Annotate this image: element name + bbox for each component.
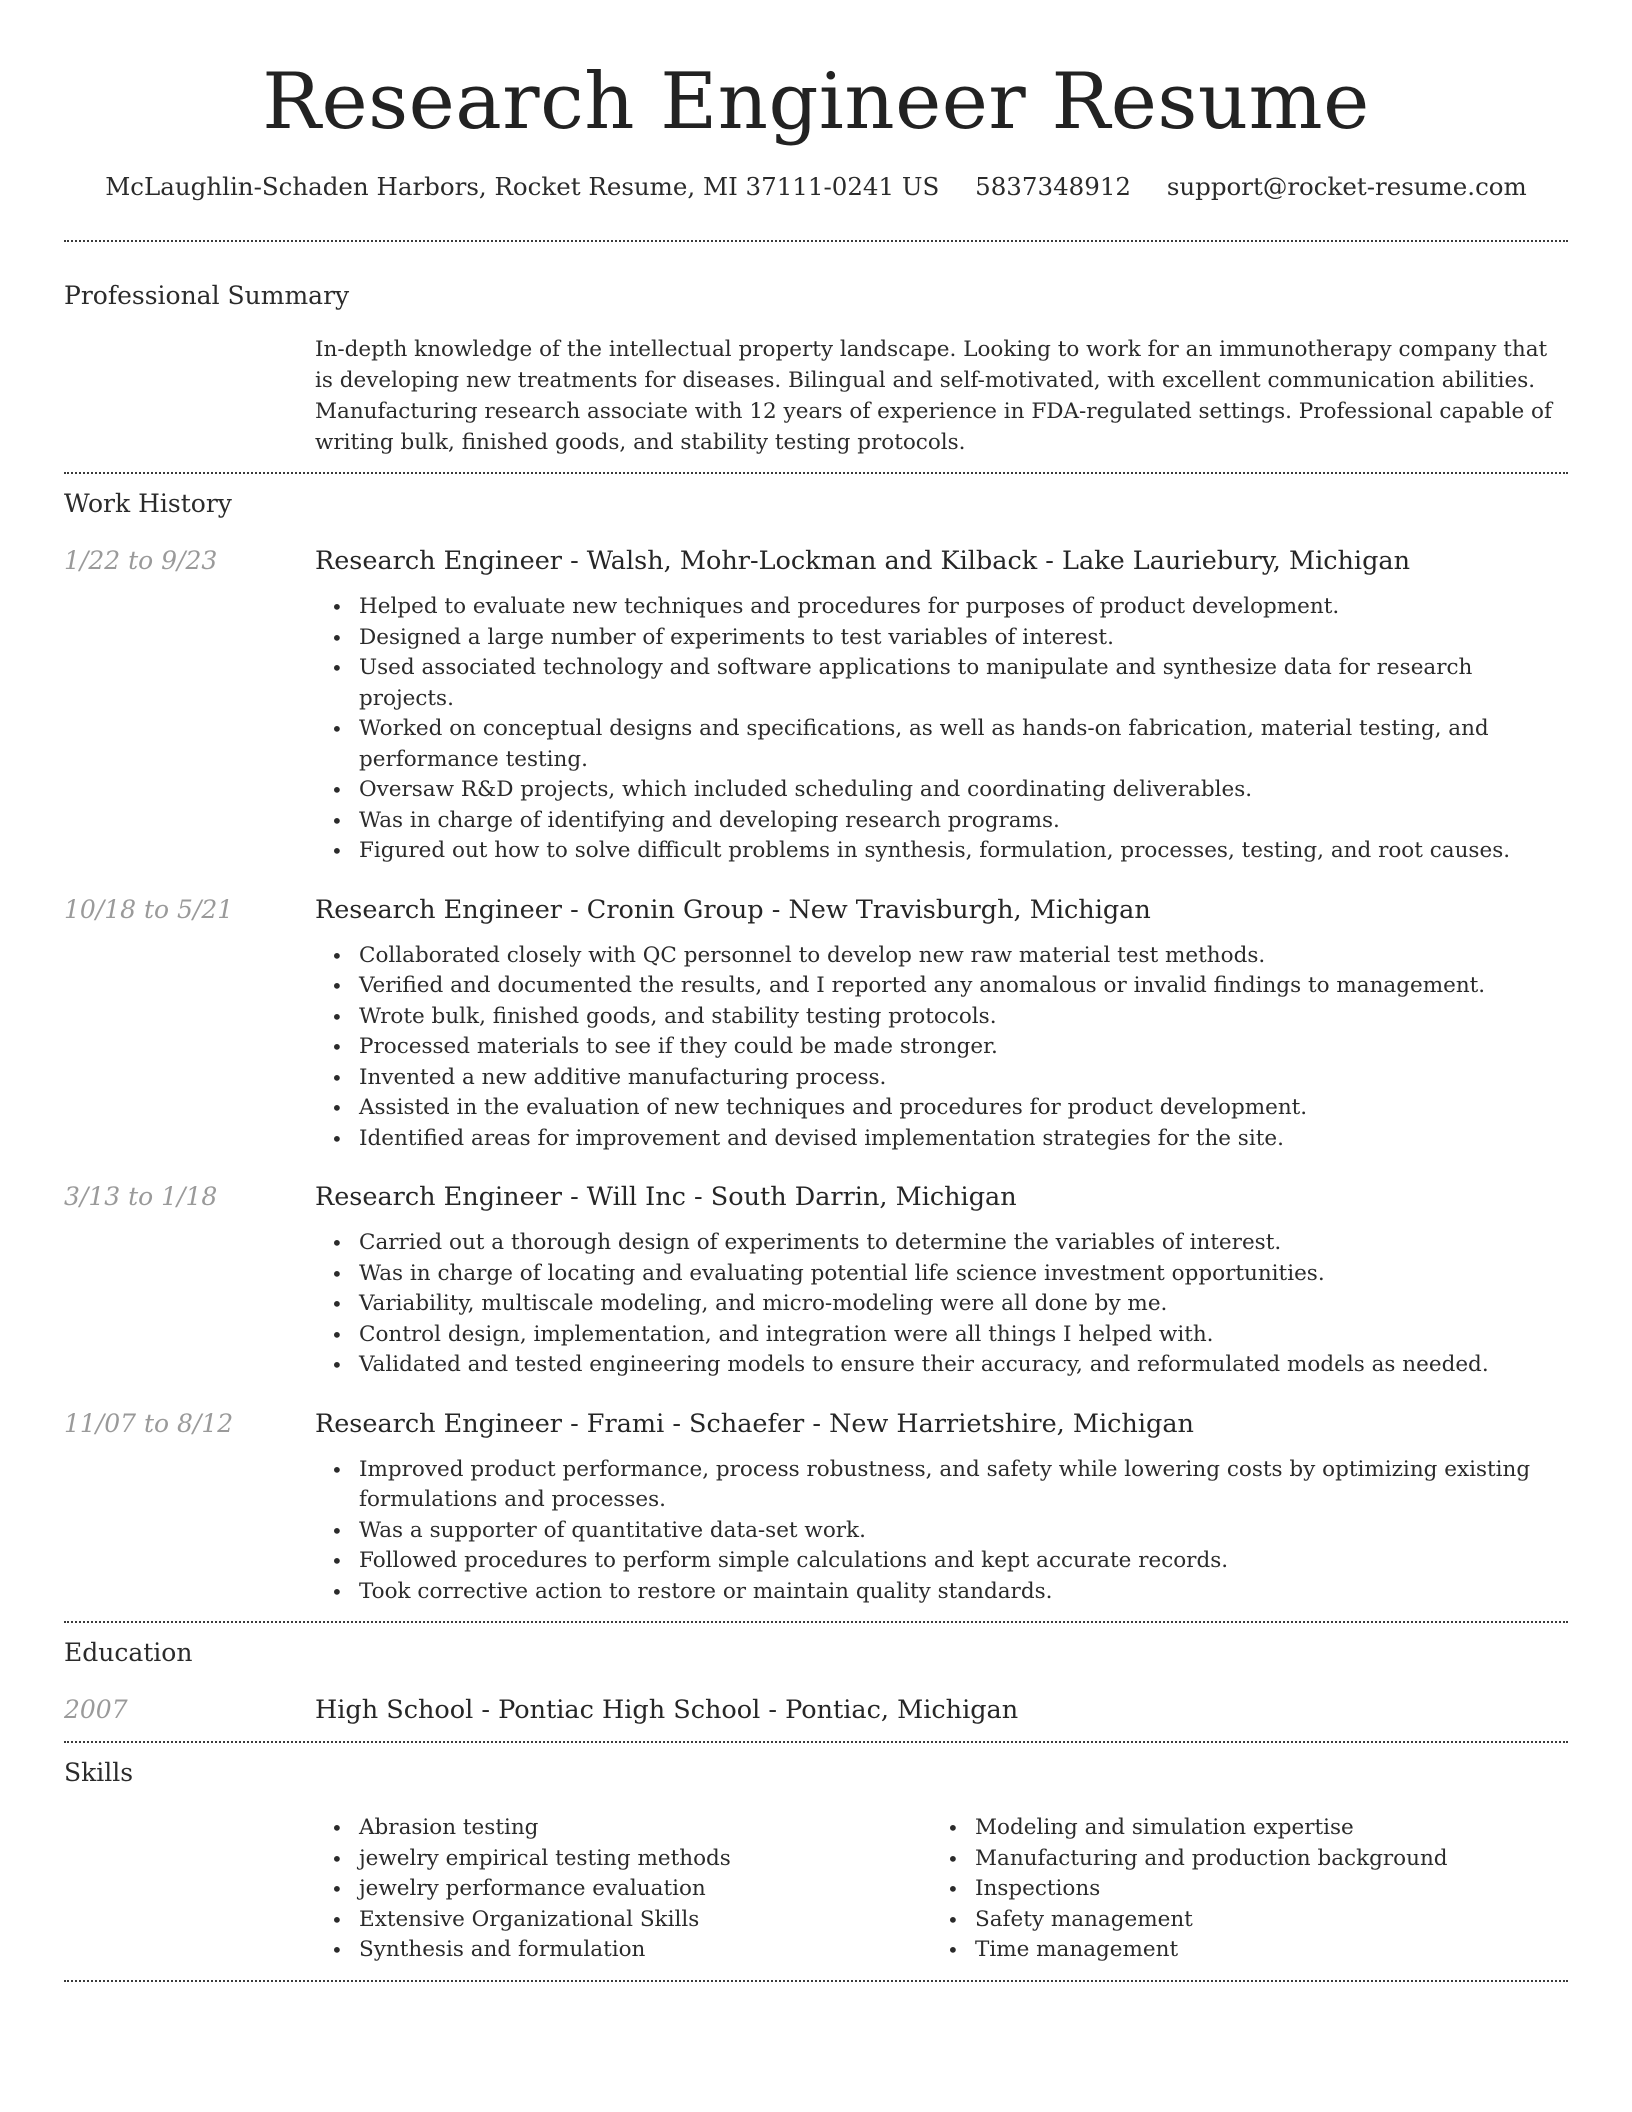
list-item: • Validated and tested engineering models to ensure their accuracy, and reformulated models as needed. (315, 1350, 1568, 1381)
education-year: 2007 (64, 1695, 128, 1724)
list-item: • Was a supporter of quantitative data-set work. (315, 1516, 1568, 1547)
job-title: Research Engineer - Cronin Group - New Travisburgh, Michigan (315, 894, 1151, 925)
job-entry (0, 893, 1632, 1155)
section-heading-education: Education (64, 1638, 193, 1667)
job-entry (0, 1407, 1632, 1608)
list-item: • Figured out how to solve difficult problems in synthesis, formulation, processes, testing, and root causes. (315, 836, 1568, 867)
job-dates: 1/22 to 9/23 (64, 546, 218, 575)
list-item: • Oversaw R&D projects, which included scheduling and coordinating deliverables. (315, 775, 1568, 806)
list-item: • Designed a large number of experiments to test variables of interest. (315, 623, 1568, 654)
job-bullets (315, 592, 1568, 867)
skill-item: • Extensive Organizational Skills (315, 1905, 931, 1936)
skill-item: • Synthesis and formulation (315, 1935, 931, 1966)
list-item: • Was in charge of identifying and developing research programs. (315, 806, 1568, 837)
list-item: • Collaborated closely with QC personnel to develop new raw material test methods. (315, 941, 1568, 972)
skill-item: • Modeling and simulation expertise (931, 1813, 1547, 1844)
list-item: • Carried out a thorough design of experiments to determine the variables of interest. (315, 1228, 1568, 1259)
skill-item: • Manufacturing and production background (931, 1844, 1547, 1875)
skill-item: • Time management (931, 1935, 1547, 1966)
list-item: • Improved product performance, process robustness, and safety while lowering costs by optimizing existing formulations and processes. (315, 1455, 1568, 1516)
skills-column-left (315, 1813, 931, 1966)
list-item: • Wrote bulk, finished goods, and stability testing protocols. (315, 1002, 1568, 1033)
list-item: • Followed procedures to perform simple calculations and kept accurate records. (315, 1546, 1568, 1577)
list-item: • Control design, implementation, and integration were all things I helped with. (315, 1320, 1568, 1351)
divider (64, 1741, 1568, 1743)
list-item: • Assisted in the evaluation of new techniques and procedures for product development. (315, 1093, 1568, 1124)
list-item: • Invented a new additive manufacturing process. (315, 1063, 1568, 1094)
contact-phone: 5837348912 (975, 172, 1132, 201)
job-bullets (315, 1455, 1568, 1608)
list-item: • Identified areas for improvement and devised implementation strategies for the site. (315, 1124, 1568, 1155)
skill-item: • Abrasion testing (315, 1813, 931, 1844)
job-dates: 3/13 to 1/18 (64, 1182, 218, 1211)
section-heading-work-history: Work History (64, 489, 232, 518)
job-dates: 11/07 to 8/12 (64, 1408, 234, 1438)
contact-address: McLaughlin-Schaden Harbors, Rocket Resume, MI 37111-0241 US (105, 172, 940, 201)
education-title: High School - Pontiac High School - Pontiac, Michigan (315, 1695, 1019, 1725)
list-item: • Variability, multiscale modeling, and micro-modeling were all done by me. (315, 1289, 1568, 1320)
resume-title: Research Engineer Resume (262, 57, 1370, 147)
list-item: • Processed materials to see if they could be made stronger. (315, 1032, 1568, 1063)
skill-item: • jewelry performance evaluation (315, 1874, 931, 1905)
job-bullets (315, 1228, 1568, 1381)
divider (64, 240, 1568, 242)
list-item: • Worked on conceptual designs and specifications, as well as hands-on fabrication, material testing, and performance testing. (315, 714, 1568, 775)
skills-list (315, 1813, 1568, 1966)
divider (64, 472, 1568, 474)
skill-item: • Inspections (931, 1874, 1547, 1905)
job-dates: 10/18 to 5/21 (64, 894, 234, 924)
job-title: Research Engineer - Will Inc - South Darrin, Michigan (315, 1182, 1017, 1212)
contact-email: support@rocket-resume.com (1166, 172, 1527, 201)
skills-column-right (931, 1813, 1547, 1966)
job-bullets (315, 941, 1568, 1155)
job-title: Research Engineer - Walsh, Mohr-Lockman and Kilback - Lake Lauriebury, Michigan (315, 546, 1411, 576)
list-item: • Verified and documented the results, and I reported any anomalous or invalid findings to management. (315, 971, 1568, 1002)
list-item: • Used associated technology and software applications to manipulate and synthesize data for research projects. (315, 653, 1568, 714)
job-entry (0, 1180, 1632, 1381)
list-item: • Helped to evaluate new techniques and procedures for purposes of product development. (315, 592, 1568, 623)
skill-item: • jewelry empirical testing methods (315, 1844, 931, 1875)
job-title: Research Engineer - Frami - Schaefer - New Harrietshire, Michigan (315, 1408, 1194, 1439)
skill-item: • Safety management (931, 1905, 1547, 1936)
education-entry (0, 1693, 1632, 1727)
contact-line (0, 170, 1632, 204)
divider (64, 1621, 1568, 1623)
divider (64, 1980, 1568, 1982)
section-heading-summary: Professional Summary (64, 281, 350, 310)
list-item: • Took corrective action to restore or maintain quality standards. (315, 1577, 1568, 1608)
job-entry (0, 544, 1632, 867)
list-item: • Was in charge of locating and evaluating potential life science investment opportunities. (315, 1259, 1568, 1290)
section-heading-skills: Skills (64, 1758, 134, 1787)
summary-text: In-depth knowledge of the intellectual property landscape. Looking to work for an immunotherapy company that is developing new treatments for diseases. Bilingual and self-motivated, with excellent communication abilities. Manufacturing research associate with 12 years of experience in FDA-regulated settings. Professional capable of writing bulk, finished goods, and stability testing protocols. (315, 337, 1552, 455)
